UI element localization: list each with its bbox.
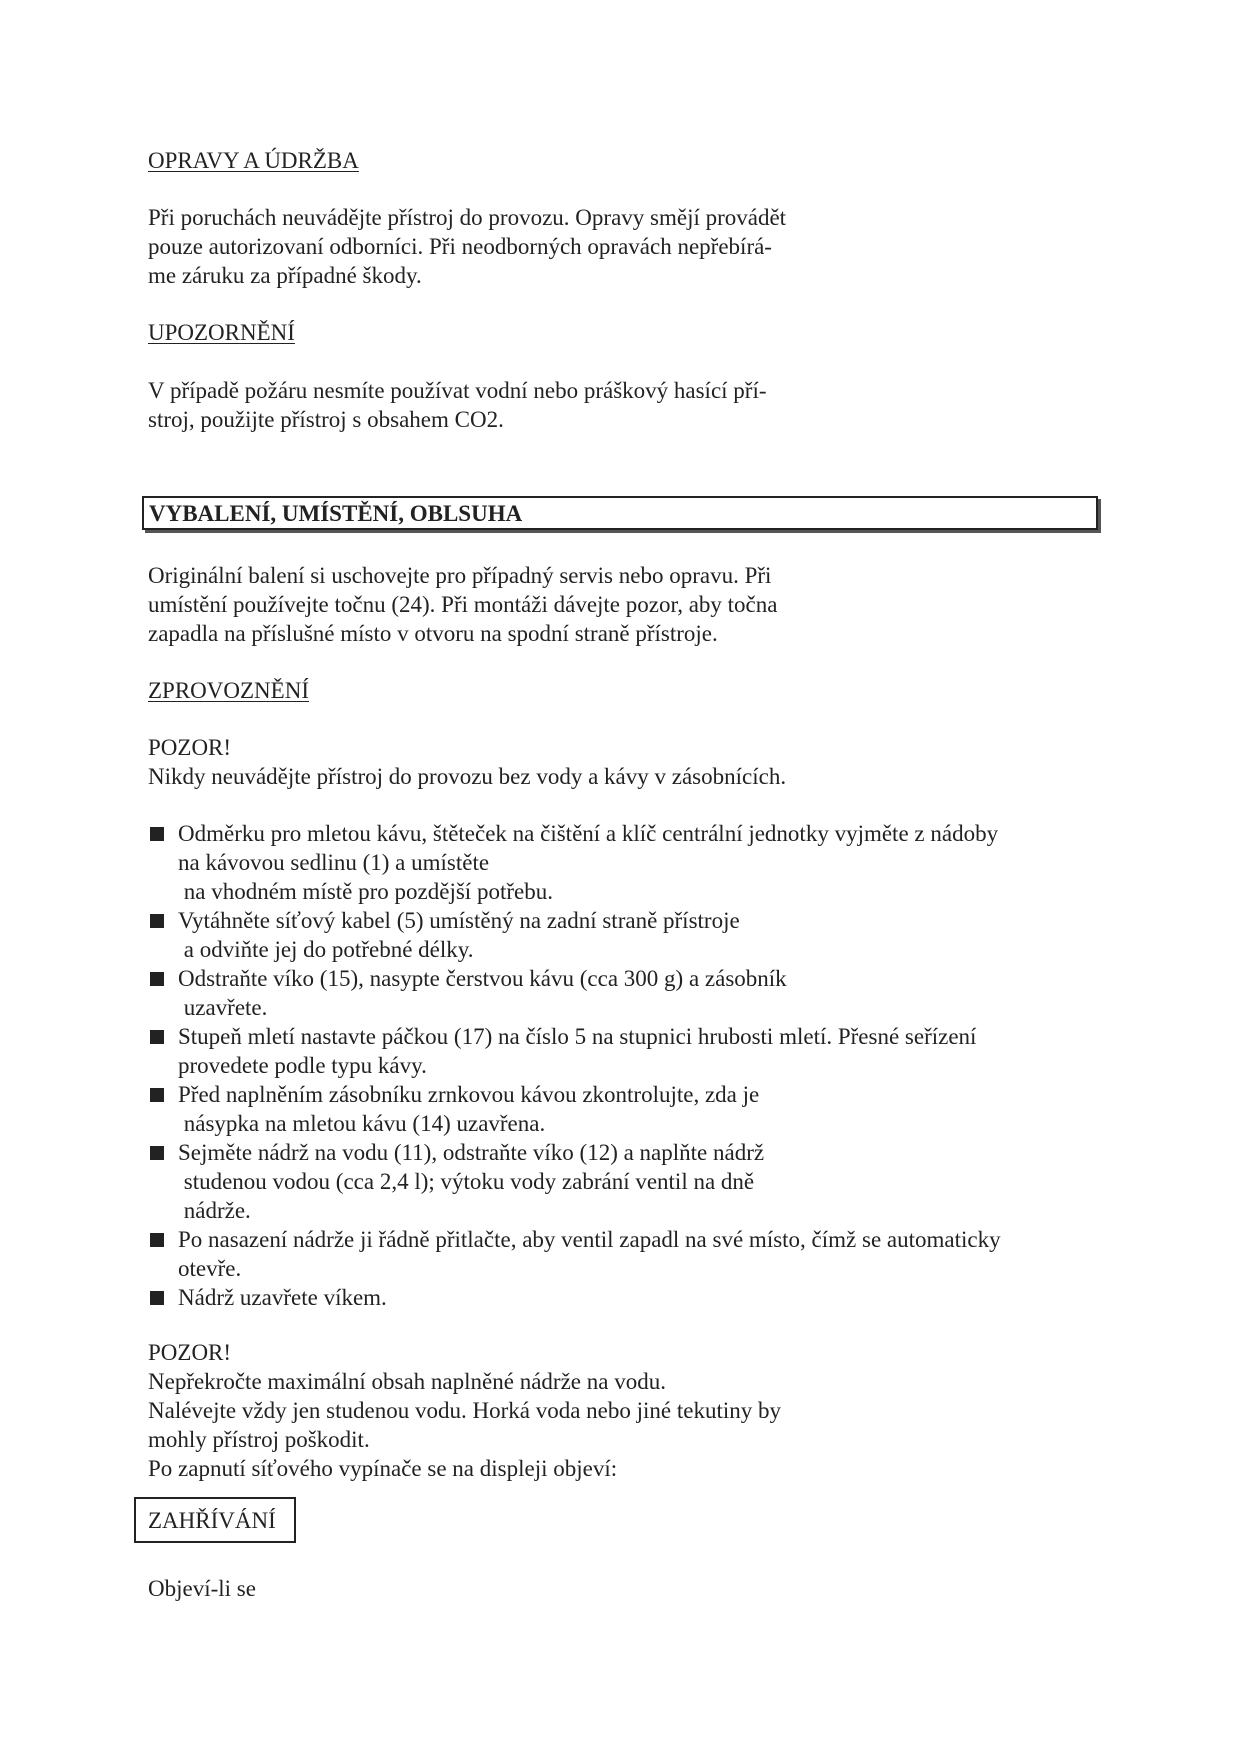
text-line: Při poruchách neuvádějte přístroj do provozu. Opravy smějí provádět <box>148 205 787 230</box>
square-bullet-icon <box>150 1030 164 1044</box>
list-item: Nádrž uzavřete víkem. <box>150 1283 1090 1312</box>
display-message-box <box>134 1497 296 1543</box>
caution-title: POZOR! <box>148 735 232 760</box>
list-item: Po nasazení nádrže ji řádně přitlačte, aby ventil zapadl na své místo, čímž se automaticky otevře. <box>150 1225 1090 1283</box>
text-line: stroj, použijte přístroj s obsahem CO2. <box>148 407 504 432</box>
startup-bullet-list <box>150 819 1090 1312</box>
square-bullet-icon <box>150 827 164 841</box>
list-item: Vytáhněte síťový kabel (5) umístěný na zadní straně přístroje a odviňte jej do potřebné délky. <box>150 906 1090 964</box>
square-bullet-icon <box>150 972 164 986</box>
warning-paragraph <box>148 376 767 434</box>
text-line: Originální balení si uschovejte pro případný servis nebo opravu. Při <box>148 563 772 588</box>
square-bullet-icon <box>150 1088 164 1102</box>
text-line: V případě požáru nesmíte používat vodní nebo práškový hasící pří- <box>148 378 767 403</box>
square-bullet-icon <box>150 1291 164 1305</box>
startup-caution-2 <box>148 1338 781 1483</box>
text-line: Po zapnutí síťového vypínače se na displeji objeví: <box>148 1456 618 1481</box>
startup-caution-1 <box>148 733 786 791</box>
text-line: Nepřekročte maximální obsah naplněné nádrže na vodu. <box>148 1369 666 1394</box>
unpacking-paragraph <box>148 561 777 648</box>
square-bullet-icon <box>150 1233 164 1247</box>
square-bullet-icon <box>150 1146 164 1160</box>
caution-title: POZOR! <box>148 1340 232 1365</box>
list-item: Odstraňte víko (15), nasypte čerstvou kávu (cca 300 g) a zásobník uzavřete. <box>150 964 1090 1022</box>
caution-text: Nikdy neuvádějte přístroj do provozu bez vody a kávy v zásobnících. <box>148 764 787 789</box>
unpacking-heading: VYBALENÍ, UMÍSTĚNÍ, OBLSUHA <box>149 501 523 526</box>
display-message: ZAHŘÍVÁNÍ <box>148 1508 276 1533</box>
text-line: me záruku za případné škody. <box>148 263 422 288</box>
unpacking-heading-box <box>142 496 1098 530</box>
square-bullet-icon <box>150 914 164 928</box>
text-line: zapadla na příslušné místo v otvoru na spodní straně přístroje. <box>148 621 718 646</box>
warning-heading: UPOZORNĚNÍ <box>148 320 295 345</box>
text-line: pouze autorizovaní odborníci. Při neodborných opravách nepřebírá- <box>148 234 772 259</box>
list-item: Odměrku pro mletou kávu, štěteček na čištění a klíč centrální jednotky vyjměte z nádoby na kávovou sedlinu (1) a umístěte na vhodném místě pro pozdější potřebu. <box>150 819 1090 906</box>
startup-heading: ZPROVOZNĚNÍ <box>148 678 309 703</box>
list-item: Sejměte nádrž na vodu (11), odstraňte víko (12) a naplňte nádrž studenou vodou (cca 2,4 l); výtoku vody zabrání ventil na dně nádrže. <box>150 1138 1090 1225</box>
trailing-text: Objeví-li se <box>148 1576 256 1601</box>
text-line: Nalévejte vždy jen studenou vodu. Horká voda nebo jiné tekutiny by <box>148 1398 781 1423</box>
repairs-heading: OPRAVY A ÚDRŽBA <box>148 148 359 173</box>
text-line: umístění používejte točnu (24). Při montáži dávejte pozor, aby točna <box>148 592 778 617</box>
text-line: mohly přístroj poškodit. <box>148 1427 370 1452</box>
list-item: Před naplněním zásobníku zrnkovou kávou zkontrolujte, zda je násypka na mletou kávu (14) uzavřena. <box>150 1080 1090 1138</box>
repairs-paragraph <box>148 203 786 290</box>
list-item: Stupeň mletí nastavte páčkou (17) na číslo 5 na stupnici hrubosti mletí. Přesné seřízení provedete podle typu kávy. <box>150 1022 1090 1080</box>
